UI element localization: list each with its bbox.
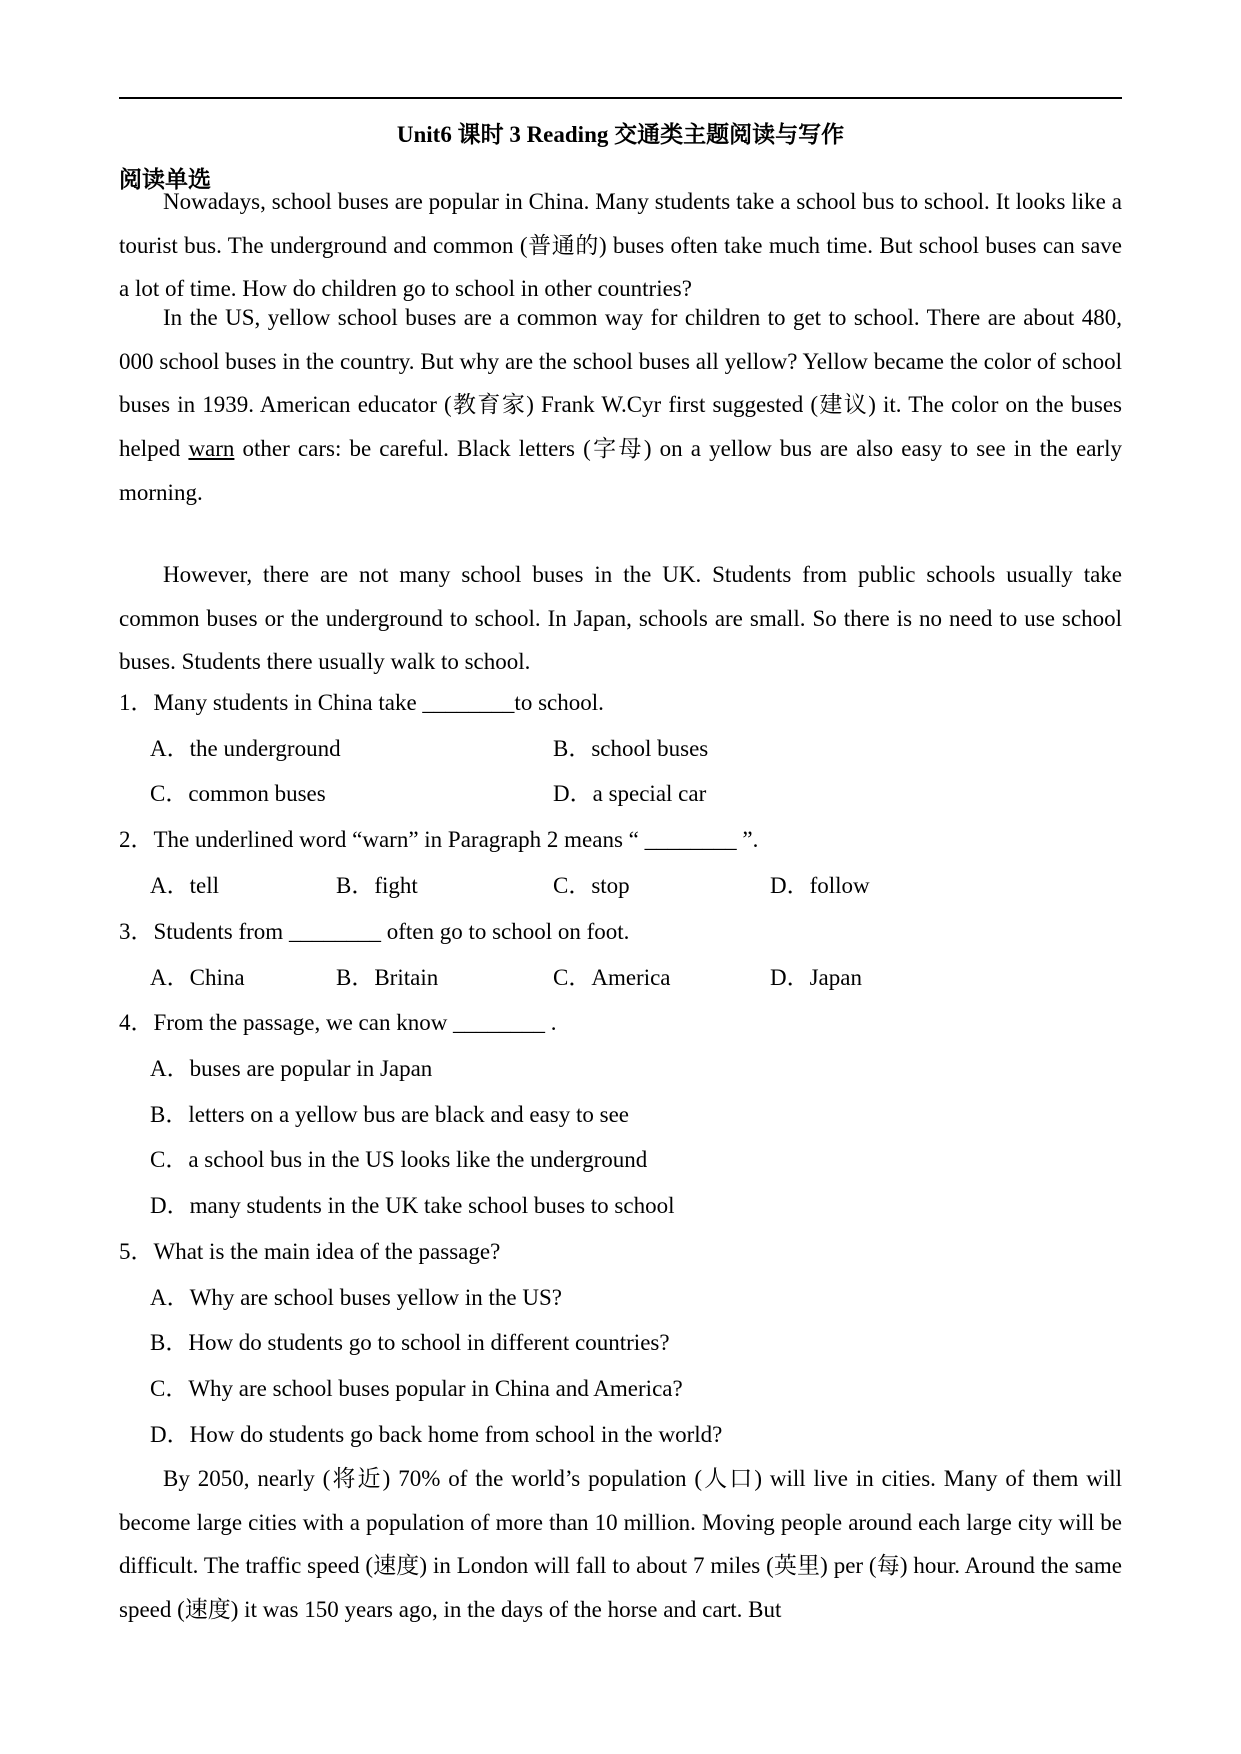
question-4-stem: 4．From the passage, we can know ________ . bbox=[119, 1010, 557, 1035]
question-3-option-a: A．China bbox=[150, 965, 245, 990]
paragraph-text: In the US, yellow school buses are a common way for children to get to school. There are about 480, 000 school buses in the country. But why are the school buses all yellow? Yellow became the color of school buses in 1939. American educator (教育家) Frank W.Cyr first suggested (建议) it. The color on the buses helped bbox=[119, 305, 1122, 462]
question-5-option-b: B．How do students go to school in different countries? bbox=[150, 1330, 670, 1355]
page-title: Unit6 课时 3 Reading 交通类主题阅读与写作 bbox=[396, 122, 845, 147]
question-1-stem: 1．Many students in China take ________to school. bbox=[119, 690, 604, 715]
question-2-option-d: D．follow bbox=[770, 873, 870, 898]
question-1-option-c: C．common buses bbox=[150, 781, 326, 806]
question-3-option-c: C．America bbox=[553, 965, 671, 990]
question-1-option-b: B．school buses bbox=[553, 736, 709, 761]
question-1-option-d: D．a special car bbox=[553, 781, 707, 806]
paragraph-text: other cars: be careful. Black letters (字母) on a yellow bus are also easy to see in the early morning. bbox=[119, 436, 1122, 505]
underlined-word: warn bbox=[188, 436, 235, 462]
passage1-paragraph-3: However, there are not many school buses in the UK. Students from public schools usually take common buses or the underground to school. In Japan, schools are small. So there is no need to use school buses. Students there usually walk to school. bbox=[119, 562, 1122, 675]
question-4-option-b: B．letters on a yellow bus are black and easy to see bbox=[150, 1102, 630, 1127]
question-4-option-c: C．a school bus in the US looks like the underground bbox=[150, 1147, 648, 1172]
passage1-paragraph-2 bbox=[119, 296, 1122, 515]
question-2-stem: 2．The underlined word “warn” in Paragraph 2 means “ ________ ”. bbox=[119, 827, 759, 852]
question-5-option-c: C．Why are school buses popular in China and America? bbox=[150, 1376, 683, 1401]
question-2-option-c: C．stop bbox=[553, 873, 630, 898]
question-5-option-d: D．How do students go back home from school in the world? bbox=[150, 1422, 723, 1447]
passage1-paragraph-1: Nowadays, school buses are popular in China. Many students take a school bus to school. It looks like a tourist bus. The underground and common (普通的) buses often take much time. But school buses can save a lot of time. How do children go to school in other countries? bbox=[119, 189, 1122, 302]
question-2-option-a: A．tell bbox=[150, 873, 219, 898]
question-3-option-d: D．Japan bbox=[770, 965, 862, 990]
question-1-option-a: A．the underground bbox=[150, 736, 341, 761]
passage2-paragraph-1: By 2050, nearly (将近) 70% of the world’s population (人口) will live in cities. Many of them will become large cities with a population of more than 10 million. Moving people around each large city will be difficult. The traffic speed (速度) in London will fall to about 7 miles (英里) per (每) hour. Around the same speed (速度) it was 150 years ago, in the days of the horse and cart. But bbox=[119, 1466, 1122, 1623]
question-3-stem: 3．Students from ________ often go to school on foot. bbox=[119, 919, 630, 944]
question-5-stem: 5．What is the main idea of the passage? bbox=[119, 1239, 501, 1264]
question-4-option-a: A．buses are popular in Japan bbox=[150, 1056, 433, 1081]
question-2-option-b: B．fight bbox=[336, 873, 418, 898]
header-rule bbox=[119, 97, 1122, 99]
question-4-option-d: D．many students in the UK take school buses to school bbox=[150, 1193, 675, 1218]
question-5-option-a: A．Why are school buses yellow in the US? bbox=[150, 1285, 563, 1310]
question-3-option-b: B．Britain bbox=[336, 965, 439, 990]
section-heading: 阅读单选 bbox=[119, 167, 211, 192]
